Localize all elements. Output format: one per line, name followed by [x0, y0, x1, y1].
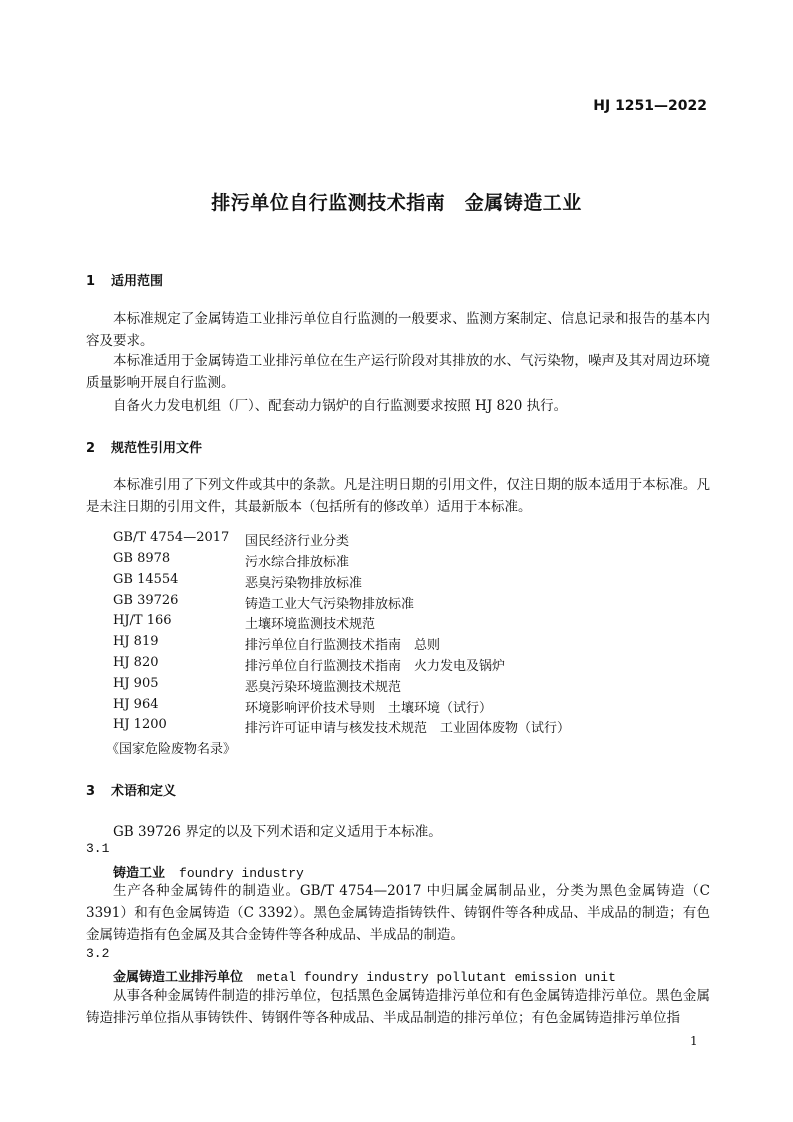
term-definition: 生产各种金属铸件的制造业。GB/T 4754—2017 中归属金属制品业，分类为黑色金属铸造（C 3391）和有色金属铸造（C 3392）。黑色金属铸造指铸铁件、铸钢件等各种成品、半成品的制造；有色金属铸造指有色金属及其合金铸件等各种成品、半成品的制造。 [86, 883, 710, 943]
reference-code: HJ 964 [113, 697, 159, 712]
paragraph: 自备火力发电机组（厂）、配套动力锅炉的自行监测要求按照 HJ 820 执行。 [113, 398, 568, 414]
term-heading [113, 966, 616, 985]
term-heading [113, 862, 304, 881]
reference-title: 恶臭污染物排放标准 [245, 576, 363, 591]
term-cn: 铸造工业 [113, 866, 166, 881]
section-3-heading [86, 780, 176, 799]
reference-title: 铸造工业大气污染物排放标准 [245, 597, 415, 612]
reference-extra: 《国家危险废物名录》 [106, 742, 237, 757]
term-number: 3.2 [86, 946, 110, 961]
reference-code: HJ 820 [113, 655, 159, 670]
reference-code: GB 8978 [113, 551, 171, 566]
reference-code: HJ 1200 [113, 717, 167, 732]
reference-code: GB/T 4754—2017 [113, 530, 230, 545]
reference-code: HJ/T 166 [113, 613, 172, 628]
section-title: 术语和定义 [111, 784, 177, 799]
paragraph: GB 39726 界定的以及下列术语和定义适用于本标准。 [113, 824, 442, 840]
reference-title: 土壤环境监测技术规范 [245, 617, 376, 632]
reference-title: 污水综合排放标准 [245, 555, 350, 570]
section-1-heading [86, 270, 163, 289]
document-title: 排污单位自行监测技术指南 金属铸造工业 [211, 192, 582, 214]
term-definition: 从事各种金属铸件制造的排污单位，包括黑色金属铸造排污单位和有色金属铸造排污单位。黑色金属铸造排污单位指从事铸铁件、铸钢件等各种成品、半成品制造的排污单位；有色金属铸造排污单位指 [86, 988, 710, 1026]
section-title: 规范性引用文件 [111, 441, 203, 456]
reference-title: 恶臭污染环境监测技术规范 [245, 680, 402, 695]
term-en: foundry industry [179, 866, 304, 881]
section-number: 3 [86, 784, 96, 799]
page-number: 1 [690, 1034, 698, 1048]
reference-title: 排污单位自行监测技术指南 总则 [245, 638, 441, 653]
term-en: metal foundry industry pollutant emission unit [257, 970, 616, 985]
reference-title: 排污许可证申请与核发技术规范 工业固体废物（试行） [245, 721, 571, 736]
paragraph: 本标准规定了金属铸造工业排污单位自行监测的一般要求、监测方案制定、信息记录和报告的基本内容及要求。 [86, 311, 710, 349]
paragraph: 本标准引用了下列文件或其中的条款。凡是注明日期的引用文件，仅注日期的版本适用于本标准。凡是未注日期的引用文件，其最新版本（包括所有的修改单）适用于本标准。 [86, 477, 710, 515]
paragraph: 本标准适用于金属铸造工业排污单位在生产运行阶段对其排放的水、气污染物，噪声及其对周边环境质量影响开展自行监测。 [86, 353, 710, 391]
reference-title: 国民经济行业分类 [245, 534, 350, 549]
reference-code: HJ 819 [113, 634, 159, 649]
reference-title: 排污单位自行监测技术指南 火力发电及锅炉 [245, 659, 506, 674]
section-number: 2 [86, 441, 96, 456]
section-title: 适用范围 [111, 274, 164, 289]
reference-code: GB 39726 [113, 593, 179, 608]
section-number: 1 [86, 274, 96, 289]
reference-code: HJ 905 [113, 676, 159, 691]
reference-code: GB 14554 [113, 572, 179, 587]
section-2-heading [86, 437, 202, 456]
standard-number: HJ 1251—2022 [593, 98, 707, 114]
term-number: 3.1 [86, 841, 110, 856]
reference-title: 环境影响评价技术导则 土壤环境（试行） [245, 701, 493, 716]
term-cn: 金属铸造工业排污单位 [113, 970, 244, 985]
